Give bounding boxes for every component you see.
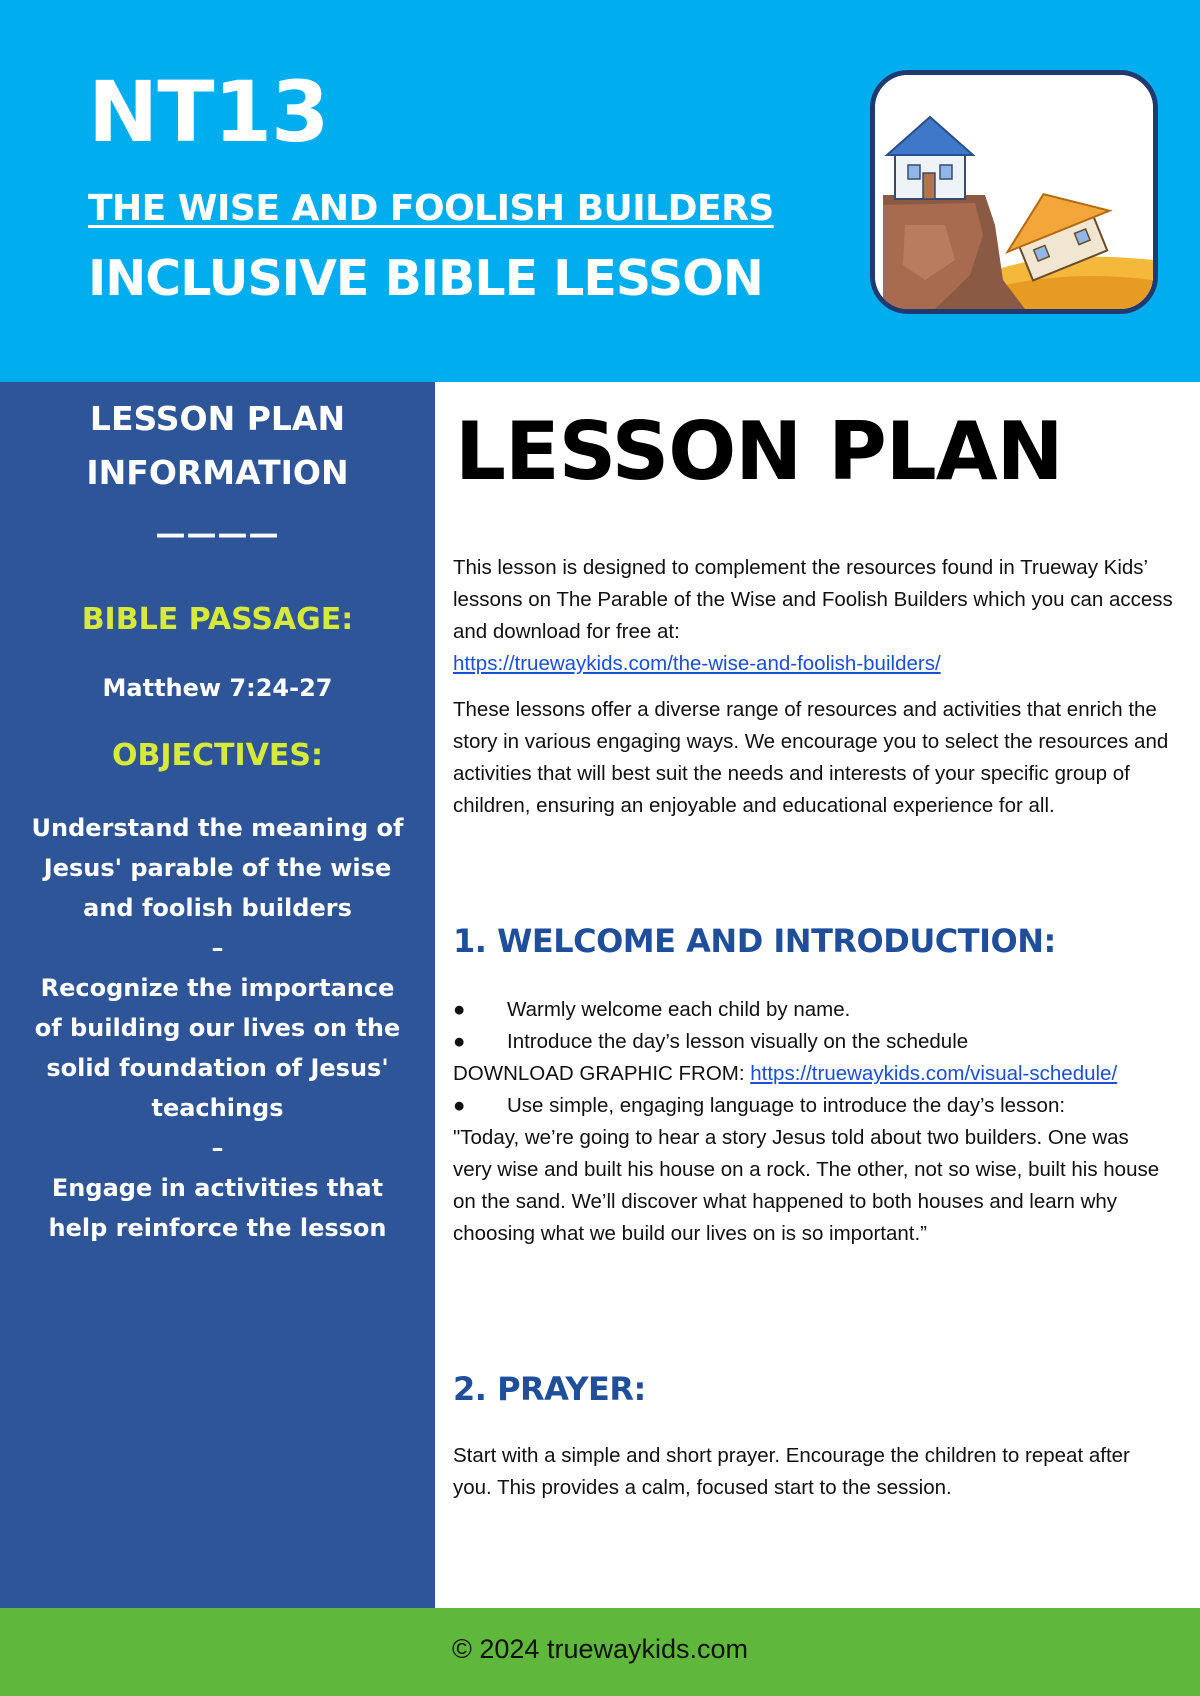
download-label: DOWNLOAD GRAPHIC FROM: xyxy=(453,1062,751,1085)
bullet-icon: ● xyxy=(453,998,466,1021)
house-on-rock-and-sand-icon xyxy=(875,75,1153,309)
sidebar-divider: ———— xyxy=(155,517,280,552)
list-item xyxy=(453,1090,1173,1122)
header-banner xyxy=(0,0,1200,382)
prayer-paragraph: Start with a simple and short prayer. Encourage the children to repeat after you. This provides a calm, focused start to the session. xyxy=(453,1444,1130,1499)
lesson-resources-link[interactable]: https://truewaykids.com/the-wise-and-foolish-builders/ xyxy=(453,652,941,675)
bullet-text: Use simple, engaging language to introduce the day’s lesson: xyxy=(507,1094,1066,1117)
hero-image-card xyxy=(870,70,1158,314)
objective-separator: – xyxy=(211,934,224,962)
objective-separator: – xyxy=(211,1134,224,1162)
objectives-list xyxy=(30,808,405,1248)
lesson-type-title: INCLUSIVE BIBLE LESSON xyxy=(88,250,763,307)
copyright-text: © 2024 truewaykids.com xyxy=(451,1634,749,1664)
section-prayer-heading: 2. PRAYER: xyxy=(453,1370,646,1408)
intro-paragraph-2: These lessons offer a diverse range of resources and activities that enrich the story in various engaging ways. We encourage you to select the resources and activities that will best suit the needs and interests of your specific group of children, ensuring an enjoyable and educational experience for all. xyxy=(453,698,1169,817)
bullet-text: Introduce the day’s lesson visually on the schedule xyxy=(507,1030,969,1053)
list-item xyxy=(453,994,1173,1026)
bible-passage-value: Matthew 7:24-27 xyxy=(102,674,333,702)
lesson-info-sidebar xyxy=(0,382,435,1608)
sidebar-heading-line2: INFORMATION xyxy=(86,453,349,492)
lesson-subtitle: THE WISE AND FOOLISH BUILDERS xyxy=(88,188,774,229)
objective-1: Understand the meaning of Jesus' parable of the wise and foolish builders xyxy=(31,814,404,922)
objective-2: Recognize the importance of building our lives on the solid foundation of Jesus' teachings xyxy=(34,974,401,1122)
welcome-steps xyxy=(453,994,1173,1250)
objectives-label: OBJECTIVES: xyxy=(112,738,323,773)
download-row xyxy=(453,1058,1173,1090)
section-welcome-heading: 1. WELCOME AND INTRODUCTION: xyxy=(453,922,1056,960)
footer-bar xyxy=(0,1608,1200,1696)
bullet-text: Warmly welcome each child by name. xyxy=(507,998,851,1021)
lesson-code: NT13 xyxy=(88,63,329,161)
intro-text: This lesson is designed to complement the resources found in Trueway Kids’ lessons on The Parable of the Wise and Foolish Builders which you can access and download for free at: xyxy=(453,556,1173,643)
page-title: LESSON PLAN xyxy=(455,405,1063,498)
intro-paragraph xyxy=(453,552,1173,680)
bible-passage-label: BIBLE PASSAGE: xyxy=(81,602,354,637)
objective-3: Engage in activities that help reinforce the lesson xyxy=(48,1174,387,1242)
bullet-icon: ● xyxy=(453,1030,466,1053)
lesson-plan-content xyxy=(435,382,1200,1608)
sidebar-heading-line1: LESSON PLAN xyxy=(89,399,346,438)
visual-schedule-link[interactable]: https://truewaykids.com/visual-schedule/ xyxy=(750,1062,1118,1085)
intro-quote: "Today, we’re going to hear a story Jesus told about two builders. One was very wise and built his house on a rock. The other, not so wise, built his house on the sand. We’ll discover what happened to both houses and learn why choosing what we build our lives on is so important.” xyxy=(453,1126,1160,1245)
sidebar-heading xyxy=(0,392,435,500)
list-item xyxy=(453,1026,1173,1058)
bullet-icon: ● xyxy=(453,1094,466,1117)
